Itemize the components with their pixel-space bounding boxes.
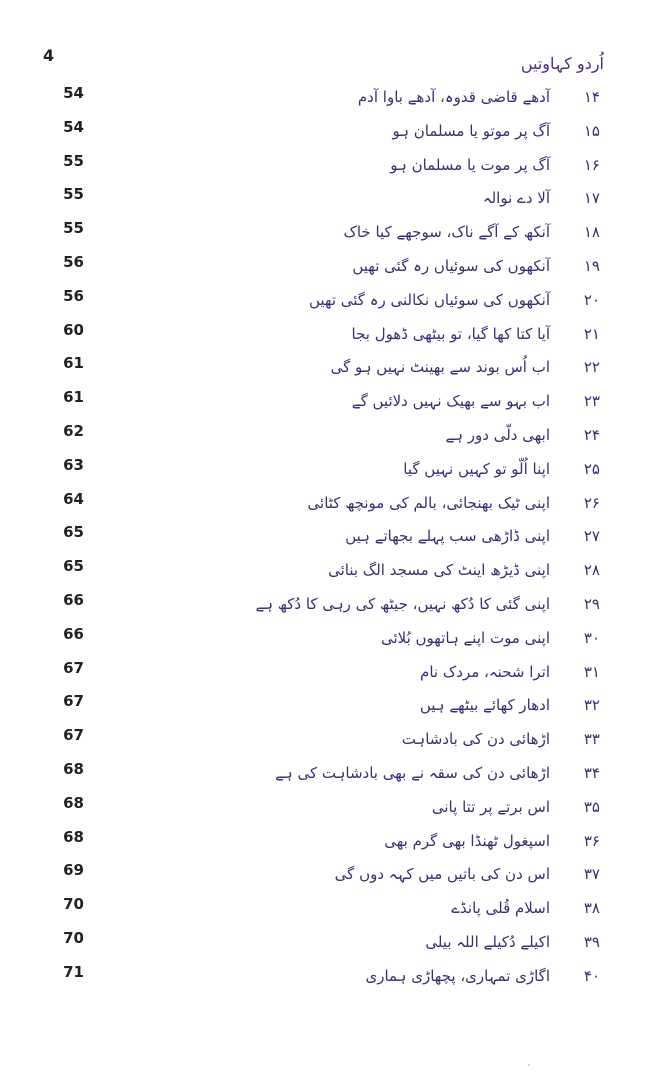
toc-entry [0, 690, 648, 724]
scan-speck [528, 1064, 530, 1066]
toc-entry-title: آنکھوں کی سوئیاں رہ گئی تھیں [352, 256, 550, 275]
toc-entry-title: اس برتے پر تتا پانی [431, 797, 550, 816]
toc-page-number: 61 [63, 354, 84, 373]
toc-entry-title: اڑھائی دن کی بادشاہت [401, 730, 550, 749]
toc-entry [0, 217, 648, 251]
toc-entry [0, 454, 648, 488]
toc-entry-title: ادھار کھائے بیٹھے ہیں [419, 696, 550, 715]
toc-entry-title: اسپغول ٹھنڈا بھی گرم بھی [384, 831, 550, 850]
toc-entry [0, 826, 648, 860]
toc-entry [0, 859, 648, 893]
toc-entry-number: ۲۶ [583, 493, 600, 512]
toc-entry-title: اب بہو سے بھیک نہیں دلائیں گے [351, 392, 550, 411]
toc-page-number: 56 [63, 286, 84, 305]
toc-page-number: 67 [63, 658, 84, 677]
toc-entry-number: ۱۹ [583, 256, 600, 275]
toc-entry [0, 150, 648, 184]
toc-entry-number: ۱۸ [583, 223, 600, 242]
toc-entry [0, 589, 648, 623]
toc-entry-number: ۲۳ [583, 392, 600, 411]
toc-entry-number: ۲۹ [583, 594, 600, 613]
toc-entry-title: آلا دے نوالہ [482, 189, 550, 208]
toc-page-number: 65 [63, 523, 84, 542]
toc-page-number: 66 [63, 624, 84, 643]
toc-entry-number: ۲۸ [583, 561, 600, 580]
toc-entry-title: اپنی موت اپنے ہاتھوں بُلائی [380, 628, 550, 647]
toc-entry [0, 893, 648, 927]
toc-entry [0, 420, 648, 454]
toc-entry [0, 352, 648, 386]
toc-entry-number: ۳۹ [583, 932, 600, 951]
table-of-contents [0, 82, 648, 995]
toc-entry [0, 319, 648, 353]
toc-entry-number: ۳۱ [583, 662, 600, 681]
toc-entry-number: ۲۲ [583, 358, 600, 377]
toc-entry-number: ۲۵ [583, 459, 600, 478]
toc-page-number: 66 [63, 590, 84, 609]
toc-entry-number: ۳۰ [583, 628, 600, 647]
toc-entry-title: اپنی ڈاڑھی سب پہلے بجھاتے ہیں [345, 527, 550, 546]
toc-entry-title: اکیلے دُکیلے اللہ بیلی [425, 932, 550, 951]
toc-page-number: 62 [63, 421, 84, 440]
toc-entry [0, 183, 648, 217]
toc-entry-number: ۱۵ [583, 121, 600, 140]
toc-page-number: 65 [63, 557, 84, 576]
toc-entry [0, 961, 648, 995]
toc-entry-number: ۲۷ [583, 527, 600, 546]
toc-entry-number: ۱۷ [583, 189, 600, 208]
toc-entry-title: آنکھوں کی سوئیاں نکالنی رہ گئی تھیں [308, 290, 550, 309]
toc-page-number: 61 [63, 388, 84, 407]
toc-entry-title: آگ پر موتو یا مسلمان ہو [392, 121, 550, 140]
toc-entry-title: اترا شحنہ، مردک نام [420, 662, 550, 681]
toc-entry [0, 82, 648, 116]
toc-entry-title: اگاڑی تمہاری، پچھاڑی ہماری [365, 966, 550, 985]
toc-entry-title: آیا کتا کھا گیا، تو بیٹھی ڈھول بجا [351, 324, 550, 343]
toc-page-number: 68 [63, 759, 84, 778]
toc-entry-number: ۳۶ [583, 831, 600, 850]
toc-entry [0, 555, 648, 589]
toc-entry-title: اپنی ٹیک بھنجائی، بالم کی مونچھ کٹائی [307, 493, 550, 512]
toc-entry [0, 386, 648, 420]
toc-entry [0, 623, 648, 657]
toc-entry-title: اب اُس بوند سے بھینٹ نہیں ہو گی [330, 358, 550, 377]
toc-page-number: 70 [63, 928, 84, 947]
toc-entry-title: آدھے قاضی قدوہ، آدھے باوا آدم [357, 88, 550, 106]
toc-entry-title: اسلام قُلی پانڈے [451, 899, 550, 918]
toc-entry-title: اڑھائی دن کی سقہ نے بھی بادشاہت کی ہے [275, 763, 550, 782]
toc-entry-title: اس دن کی باتیں میں کہہ دوں گی [334, 865, 550, 884]
toc-page-number: 67 [63, 692, 84, 711]
toc-entry-number: ۳۷ [583, 865, 600, 884]
toc-entry-number: ۱۶ [583, 155, 600, 174]
toc-page-number: 60 [63, 320, 84, 339]
toc-entry-number: ۳۲ [583, 696, 600, 715]
toc-page-number: 55 [63, 219, 84, 238]
page-number: 4 [43, 46, 55, 65]
toc-entry-number: ۳۴ [583, 763, 600, 782]
toc-entry [0, 657, 648, 691]
toc-page-number: 69 [63, 861, 84, 880]
toc-entry [0, 116, 648, 150]
toc-entry-number: ۲۰ [583, 290, 600, 309]
toc-entry-number: ۴۰ [583, 966, 600, 985]
toc-entry [0, 792, 648, 826]
toc-entry-number: ۲۴ [583, 425, 600, 444]
toc-entry [0, 285, 648, 319]
running-head: اُردو کہاوتیں [520, 54, 604, 73]
toc-entry-number: ۲۱ [583, 324, 600, 343]
toc-entry-title: اپنا اُلّو تو کہیں نہیں گیا [403, 459, 550, 478]
toc-entry-title: ابھی دلّی دور ہے [445, 425, 550, 444]
toc-entry [0, 488, 648, 522]
toc-entry-title: آنکھ کے آگے ناک، سوجھے کیا خاک [343, 223, 550, 242]
toc-entry [0, 521, 648, 555]
toc-page-number: 56 [63, 252, 84, 271]
toc-page-number: 64 [63, 489, 84, 508]
toc-page-number: 54 [63, 84, 84, 102]
toc-page-number: 70 [63, 895, 84, 914]
toc-entry-number: ۳۸ [583, 899, 600, 918]
toc-page-number: 68 [63, 793, 84, 812]
toc-page-number: 67 [63, 726, 84, 745]
toc-entry-number: ۳۵ [583, 797, 600, 816]
toc-page-number: 68 [63, 827, 84, 846]
toc-entry-title: اپنی ڈیڑھ اینٹ کی مسجد الگ بنائی [328, 561, 550, 580]
toc-entry-number: ۱۴ [583, 88, 600, 106]
toc-entry [0, 758, 648, 792]
toc-page-number: 54 [63, 117, 84, 136]
toc-page-number: 63 [63, 455, 84, 474]
toc-entry [0, 927, 648, 961]
toc-page-number: 55 [63, 151, 84, 170]
toc-entry [0, 251, 648, 285]
toc-entry-title: اپنی گئی کا دُکھ نہیں، جیٹھ کی رہی کا دُکھ ہے [255, 594, 550, 613]
toc-entry-number: ۳۳ [583, 730, 600, 749]
toc-page-number: 55 [63, 185, 84, 204]
toc-entry-title: آگ پر موت یا مسلمان ہو [390, 155, 550, 174]
toc-page-number: 71 [63, 962, 84, 981]
toc-entry [0, 724, 648, 758]
